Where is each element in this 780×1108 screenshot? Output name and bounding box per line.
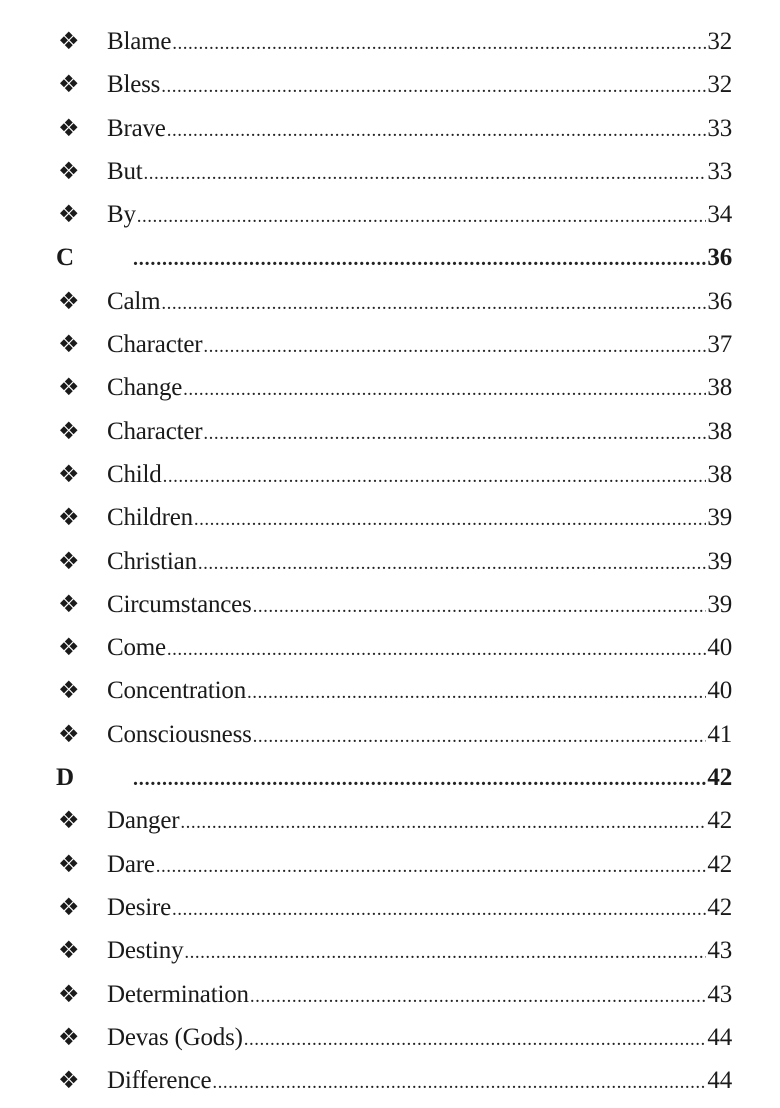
toc-entry[interactable] (0, 150, 780, 193)
diamond-bullet-icon: ❖ (58, 979, 80, 1008)
diamond-bullet-icon: ❖ (58, 1066, 80, 1095)
toc-entry[interactable] (0, 1059, 780, 1102)
toc-entry-term: Danger (107, 807, 180, 835)
diamond-bullet-icon: ❖ (58, 806, 80, 835)
toc-entry-line (107, 329, 732, 361)
diamond-bullet-icon: ❖ (58, 1022, 80, 1051)
toc-entry[interactable] (0, 799, 780, 842)
toc-entry-line (107, 286, 732, 318)
diamond-bullet-icon: ❖ (58, 373, 80, 402)
leader-dots (198, 548, 707, 580)
leader-dots (133, 243, 706, 275)
diamond-bullet-icon: ❖ (58, 676, 80, 705)
leader-dots (253, 721, 707, 753)
leader-dots (180, 807, 706, 839)
toc-entry[interactable] (0, 1016, 780, 1059)
toc-entry-term: By (107, 201, 136, 229)
toc-entry-line (107, 1022, 732, 1054)
toc-entry[interactable] (0, 366, 780, 409)
toc-entry[interactable] (0, 193, 780, 236)
toc-entry-term: Dare (107, 850, 155, 878)
toc-entry-term: Character (107, 331, 203, 359)
section-page: 42 (707, 764, 732, 792)
section-letter: C (56, 244, 75, 272)
toc-entry-page: 44 (707, 1067, 732, 1095)
toc-entry-line (107, 372, 732, 404)
toc-entry-line (107, 892, 732, 924)
leader-dots (167, 634, 706, 666)
leader-dots (172, 28, 706, 60)
toc-entry-term: Blame (107, 28, 172, 55)
toc-entry[interactable] (0, 107, 780, 150)
leader-dots (244, 1024, 707, 1056)
toc-entry-line (107, 979, 732, 1011)
toc-entry[interactable] (0, 323, 780, 366)
table-of-contents (0, 20, 780, 1102)
toc-entry-term: Calm (107, 287, 161, 315)
diamond-bullet-icon: ❖ (58, 503, 80, 532)
toc-entry[interactable] (0, 540, 780, 583)
toc-entry-page: 40 (707, 634, 732, 662)
toc-entry-term: Determination (107, 980, 249, 1008)
toc-entry[interactable] (0, 713, 780, 756)
diamond-bullet-icon: ❖ (58, 546, 80, 575)
leader-dots (161, 71, 706, 103)
toc-entry-line (107, 113, 732, 145)
toc-entry[interactable] (0, 626, 780, 669)
toc-entry-term: Difference (107, 1067, 212, 1095)
toc-entry-line (107, 805, 732, 837)
toc-entry-line (107, 546, 732, 578)
toc-entry-page: 43 (707, 980, 732, 1008)
toc-entry-term: But (107, 157, 143, 185)
toc-entry-term: Desire (107, 893, 172, 921)
diamond-bullet-icon: ❖ (58, 286, 80, 315)
toc-section-header[interactable] (0, 756, 780, 799)
toc-entry-page: 34 (707, 201, 732, 229)
leader-dots (161, 288, 706, 320)
toc-entry[interactable] (0, 973, 780, 1016)
toc-entry-term: Character (107, 417, 203, 445)
leader-dots (133, 763, 706, 795)
leader-dots (212, 1067, 706, 1099)
toc-entry[interactable] (0, 20, 780, 63)
toc-entry-term: Christian (107, 547, 197, 575)
diamond-bullet-icon: ❖ (58, 589, 80, 618)
toc-entry[interactable] (0, 280, 780, 323)
toc-entry-line (107, 675, 732, 707)
diamond-bullet-icon: ❖ (58, 936, 80, 965)
leader-dots (144, 158, 707, 190)
toc-entry-page: 33 (707, 114, 732, 142)
toc-entry[interactable] (0, 63, 780, 106)
diamond-bullet-icon: ❖ (58, 27, 80, 55)
toc-entry-line (107, 502, 732, 534)
toc-entry-term: Come (107, 634, 166, 662)
diamond-bullet-icon: ❖ (58, 633, 80, 662)
toc-entry-page: 42 (707, 850, 732, 878)
toc-entry-page: 36 (707, 287, 732, 315)
toc-entry-term: Devas (Gods) (107, 1023, 243, 1051)
diamond-bullet-icon: ❖ (58, 416, 80, 445)
leader-dots (183, 374, 706, 406)
diamond-bullet-icon: ❖ (58, 892, 80, 921)
diamond-bullet-icon: ❖ (58, 849, 80, 878)
toc-entry-page: 33 (707, 157, 732, 185)
leader-dots (163, 461, 707, 493)
toc-entry-line (107, 199, 732, 231)
toc-entry-term: Destiny (107, 937, 184, 965)
toc-entry-page: 38 (707, 460, 732, 488)
toc-entry[interactable] (0, 410, 780, 453)
leader-dots (194, 504, 707, 536)
leader-dots (156, 851, 707, 883)
leader-dots (203, 331, 706, 363)
leader-dots (247, 677, 706, 709)
toc-entry-page: 32 (707, 28, 732, 55)
leader-dots (167, 115, 707, 147)
diamond-bullet-icon: ❖ (58, 70, 80, 99)
toc-entry-term: Concentration (107, 677, 247, 705)
leader-dots (137, 201, 707, 233)
toc-entry-term: Child (107, 460, 162, 488)
toc-entry-page: 38 (707, 374, 732, 402)
toc-entry-line (107, 416, 732, 448)
toc-entry-line (107, 26, 732, 58)
toc-entry-page: 42 (707, 807, 732, 835)
diamond-bullet-icon: ❖ (58, 719, 80, 748)
toc-entry[interactable] (0, 843, 780, 886)
leader-dots (250, 981, 707, 1013)
toc-entry[interactable] (0, 669, 780, 712)
toc-entry-term: Bless (107, 71, 161, 99)
toc-entry-line (107, 589, 732, 621)
toc-entry-page: 38 (707, 417, 732, 445)
toc-entry-page: 40 (707, 677, 732, 705)
toc-entry-page: 32 (707, 71, 732, 99)
diamond-bullet-icon: ❖ (58, 156, 80, 185)
leader-dots (172, 894, 706, 926)
toc-section-header[interactable] (0, 236, 780, 279)
toc-entry[interactable] (0, 496, 780, 539)
toc-entry-term: Consciousness (107, 720, 252, 748)
toc-section-line (132, 762, 732, 794)
toc-section-line (132, 242, 732, 274)
toc-entry-page: 41 (707, 720, 732, 748)
leader-dots (184, 937, 706, 969)
section-page: 36 (707, 244, 732, 272)
toc-entry-line (107, 1065, 732, 1097)
toc-entry-page: 39 (707, 547, 732, 575)
toc-entry-page: 44 (707, 1023, 732, 1051)
leader-dots (253, 591, 707, 623)
toc-entry-term: Brave (107, 114, 166, 142)
toc-entry-page: 39 (707, 590, 732, 618)
toc-entry[interactable] (0, 453, 780, 496)
toc-entry-term: Children (107, 504, 193, 532)
toc-entry-line (107, 156, 732, 188)
toc-entry-line (107, 69, 732, 101)
toc-entry-line (107, 459, 732, 491)
diamond-bullet-icon: ❖ (58, 200, 80, 229)
diamond-bullet-icon: ❖ (58, 330, 80, 359)
toc-entry[interactable] (0, 886, 780, 929)
toc-entry-page: 39 (707, 504, 732, 532)
section-letter: D (56, 764, 75, 792)
toc-entry[interactable] (0, 583, 780, 626)
diamond-bullet-icon: ❖ (58, 113, 80, 142)
toc-entry-page: 43 (707, 937, 732, 965)
toc-entry[interactable] (0, 929, 780, 972)
toc-entry-page: 42 (707, 893, 732, 921)
toc-entry-term: Change (107, 374, 183, 402)
toc-entry-line (107, 849, 732, 881)
leader-dots (203, 418, 706, 450)
toc-entry-page: 37 (707, 331, 732, 359)
toc-entry-line (107, 719, 732, 751)
diamond-bullet-icon: ❖ (58, 459, 80, 488)
toc-entry-term: Circumstances (107, 590, 252, 618)
toc-entry-line (107, 632, 732, 664)
toc-entry-line (107, 935, 732, 967)
